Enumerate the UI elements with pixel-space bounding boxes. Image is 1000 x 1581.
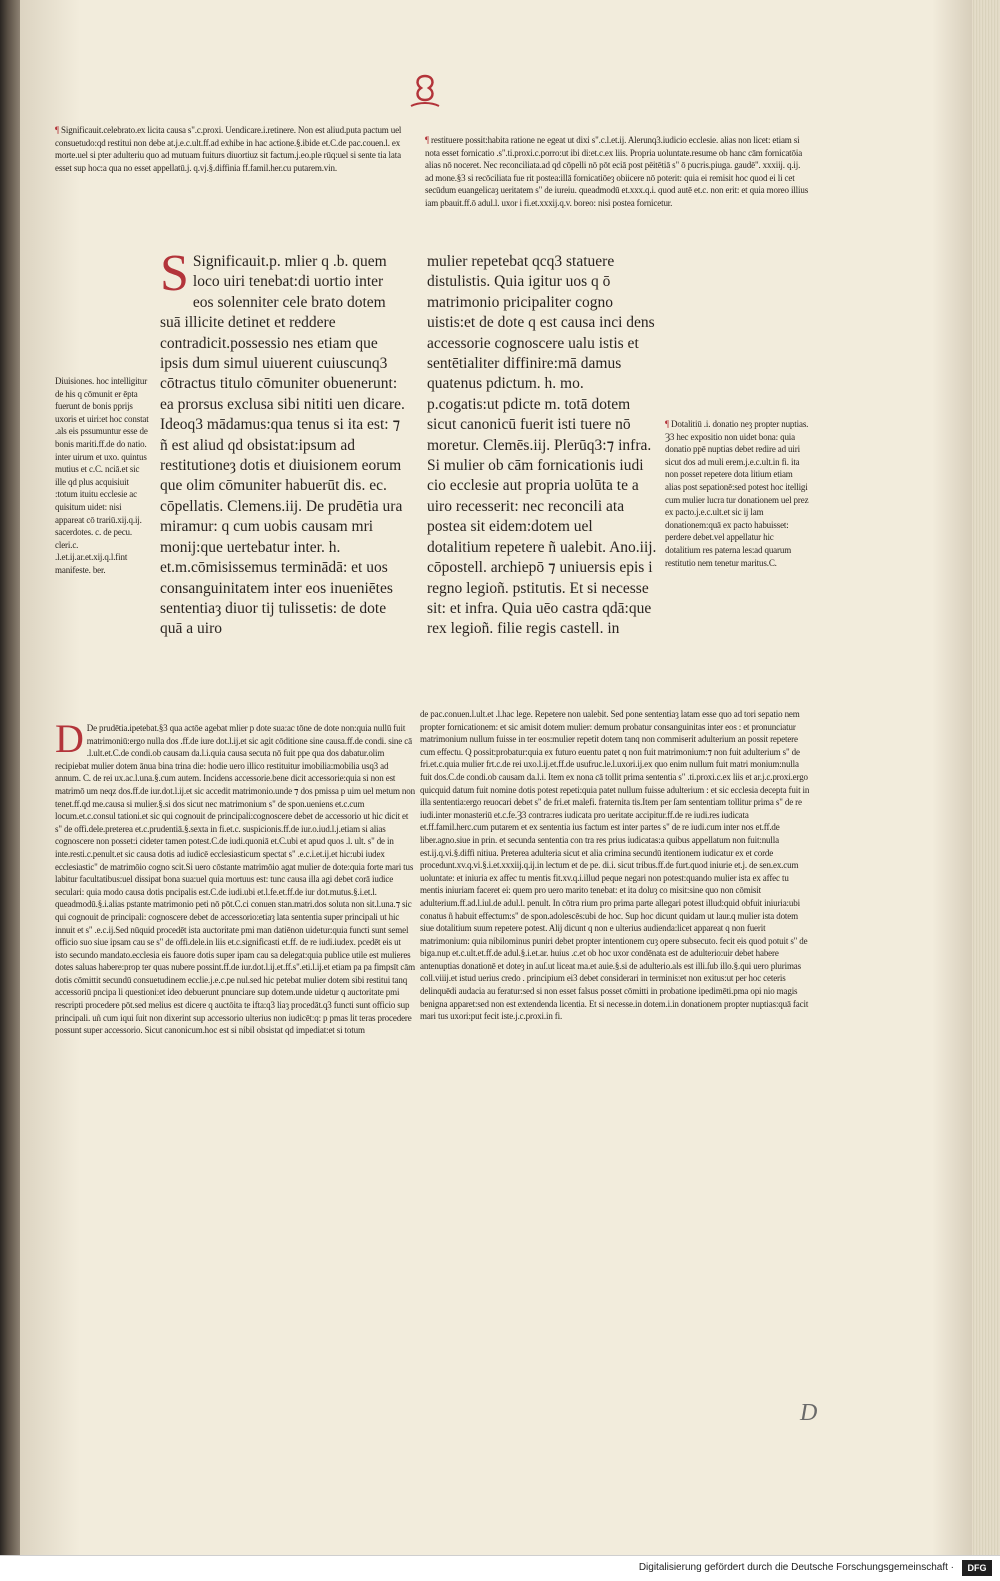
gloss-left-margin-text: Diuisiones. hoc intelligitur de his q cōmunit er ēpta fuerunt de bonis pprijs uxoris et uiri:et hoc constat .als eis pssumuntur esse de bonis mariti.ff.de do natio. inter uirum et uxo. quintus mutius et c.C. nciā.et sic ille qd plus acquisiuit :totum ituitu ecclesie ac quisitum uidet: nisi appareat cō trariū.xij.q.ij. sacerdotes. c. de pecu. cleri.c. .l.et.ij.ar.et.xij.q.l.fint manifeste. ber. [55, 376, 149, 575]
drop-cap-d: D [55, 722, 84, 761]
book-edge-right [972, 0, 1000, 1555]
gloss-left-margin [55, 375, 150, 725]
gloss-bottom-right-text: de pac.conuen.l.ult.et .l.hac lege. Repetere non ualebit. Sed pone sententiaȝ latam esse quo ad tori sepatio nem propter fornicationem: et sic amisit dotem mulier: demum probatur consanguinitas inter eos : et pronunciatur matrimonium nullum fuisse in ter eos:mulier repetit dotem tanq non commiserit adulterium an possit repetere cum effectu. Q possit:probatur:quia ex futuro euentu patet q non fuit matrimonium:⁊ non fuit adulterium s" de fri.et.c.quia mulier frt.c.de rei uxo.l.ij.et.ff.de usufruc.le.l.uxori.ij.ex quo enim nullum fuit matri monium:nulla fuit dos.C.de condi.ob causam da.l.i. Item ex nona cā tollit prima sententia s" .ti.proxi.c.ex liis et ar.j.c.proxi.ergo quicquid datum fuit nomine dotis potest repeti:quia patet nullum fuisse adulterium : et sic ecclesia decepta fuit in illa sententia:ergo reuocari debet s" de fri.et malefi. fraternita tis.Item per ſam sententiam tollitur prima s" de re iudi.inter monasteriū et.c.fe.Ȝ3 contra:res iudicata pro ueritate accipitur.ff.de re iudi.res iudicata et.ff.famil.herc.cum putarem et ex sententia ius factum est inter partes s" de re iudi.cum inter nos et.ff.de liber.agno.siue in prin. et secunda sententia con tra res prius iudicatas:a quibus appellatum non fuit:nulla est.ij.q.vi.§.diffi nitiua. Preterea adulteria sicut et alia crimina secundū itentionem iudicatur ex et corde procedunt.xv.q.vi.§.i.et.xxxiij.q.ij.in lectum et de pe. di.i. sicut tribus.ff.de furt.quod iniurie et.j. de sen.ex.cum uoluntate: et iniuria ex affec tu mentis fit.xv.q.i.illud peque negari non potest:quando mulier ista ex affec tu mentis iniuriam faceret ei: quem pro uero marito tenebat: et ita doluȝ co misit:sine quo non cōmisit adulterium.ff.ad.l.iul.de adul.l. penult. In cōtra rium pro prima parte allegari potest illud:quid obfuit iniuria:ubi conatus ñ habuit effectum:s" de spon.adolescēs:ubi de hoc. Sup hoc dicunt quidam ut laur.q mulier ista dotem siue dotalitium suum repetere potest. Alij dicunt q non e ulterius audienda:licet appareat q non fuerit matrimonium: quia nibilominus puniri debet propter intentionem cuȝ opere subsecuto. fecit eis quod potuit s" de biga.nup et.c.ult.et.ff.de adul.§.i.et.ar. huius .c.et ob hoc uxor condēnata est de adulterio:uir debet habere antenuptias donationē et doteȝ in auſ.ut liceat ma.et auie.§.si de adulterio.als est illi.ſub illo.§.qui uero plurimas coll.viiij.et istud uerius credo . principium ei3 debet considerari in terminis:et non exitus:ut per hoc ceteris delinquēdi audacia au feratur:sed si non esset falsus posset cōmitti in probatione ipedimēti.pma opi nio magis benigna apparet:sed non est extendenda licentia. Et si necesse.in dotem.i.in donationem propter nuptias:quā facit mari tus uxori:put fecit iste.j.c.proxi.in fi. [420, 709, 810, 1022]
drop-cap-s: S [160, 252, 189, 302]
main-col2-text: mulier repetebat qcq3 statuere distulistis. Quia igitur uos q ō matrimonio pricipaliter cogno uistis:et de dote q est causa inci dens accessorie cognoscere ualu istis et sentētialiter diffinire:mā damus quatenus pdictum. h. mo. p.cogatis:ut pdicte m. totā dotem sicut canonicū fuerit isti tuere nō moretur. Clemēs.iij. Plerūq3:⁊ infra. Si mulier ob cām fornicationis iudi cio ecclesie aut propria uolūta te a uiro recesserit: nec reconcili ata postea sit eidem:dotem uel dotalitium repetere ñ ualebit. Ano.iij. cōpostell. archiepō ⁊ uniuersis epis i regno legioñ. pstitutis. Et si necesse sit: et infra. Quia uēo castra qdā:que rex legioñ. filie regis castell. in [427, 253, 657, 638]
gloss-right-mid [665, 418, 810, 703]
signature-mark: D [800, 1400, 818, 1426]
dfg-logo: DFG [962, 1560, 992, 1576]
gloss-rubric-marker: ¶ [55, 125, 59, 135]
gloss-top-left-text: Significauit.celebrato.ex licita causa s".c.proxi. Uendicare.i.retinere. Non est aliud.puta pactum uel consuetudo:qd restitui non debe at.j.e.c.ult.ff.ad exhibe in hac actione.§.ibide et.C.de pac.couen.l. ex morte.uel si pter adulteriu quo ad mutuam fuiturs diuortiuz sit factum.j.eo.ple rūq:uel si sente tia lata esset sup hoc:a qua no esset appellatū.j. q.vj.§.diffinia ff.famil.her.cu putarem.vin. [55, 125, 402, 173]
gloss-bottom-left-text: De prudētia.ipetebat.§3 qua actōe agebat mlier p dote sua:ac tōne de dote non:quia nullū fuit matrimoniū:ergo nulla dos .ff.de iure dot.l.ij.et sic agit cōditione sine causa.ff.de condi. sine cā .l.ult.et.C.de condi.ob causam da.l.i.quia causa secuta nō fuit ppe qua dos dabatur.olim recipiebat mulier dotem ānua bina trina die: hodie uero illico restituitur imobilia:mobilia usq3 ad annum. C. de rei ux.ac.l.una.§.cum autem. Incidens accessorie.bene dicit accessorie:quia si non est matrimō um neqz dos.ff.de iur.dot.l.ij.et sic accedit matrimonio.unde ⁊ dos pmissa p uim uel metum non tenet.ff.qd me.causa si mulier.§.si dos sicut nec matrimonium s" de spon.ueniens et.c.cum locum.et.c.consul tationi.et sic qui cognouit de principali:cognoscere debet de accessorio ut hic dicit et s" de offi.dele.preterea et.c.prudentiā.§.sexta in fi.et.c. suspicionis.ff.de iur.o.iud.l.j.etiam si alias cognoscere non posset:i cideter tamen potest.C.de iudi.quoniā et.C.ubi et apud quos .l. ult. s" de in inte.resti.c.penult.et sic causa dotis ad iudicē ecclesiasticum spectat s" .e.c.i.et.ij.et hic:ubi iudex ecclesiastic" de matrimōio cogno scit.Si uero cōstante matrimōio agat mulier de dote:quia forte mari tus labitur facultatibus:uel dissipat bona sua:uel quia mortuus est: tunc causa illa agi debet corā iudice seculari: quia modo causa dotis pncipalis est.C.de iudi.ubi et.l.fe.et.ff.de iur dot.mutus.§.i.et.l. queadmodū.§.i.alias pstante matrimonio peti nō pōt.C.ci conuen stan.matri.dos soluta non sit.l.una.⁊ sic qui cognouit de principali: cognoscere debet de accessorio:etiaȝ lata sententia super principali ut hic innuit et s" .e.c.ij.Sed nūquid procedēt ista auctoritate pmi man datiēnon uidetur:quia functi sunt semel officio suo siue ipsam cau se s" de offi.dele.in liis et.c.significasti et.ff. de re iudi.iudex. pcedēt eis ut isto secundo mandato.ecclesia eis fauore dotis super ipam cau sa delegat:quia publice utile est mulieres dotes saluas habere:prop ter quas nubere possint.ff.de iur.dot.l.ij.et.ff.s".eti.l.ij.et etiam pa pa fimpsīt cām dotis cōmittit secundū consuetudinem ecclie.j.e.c.pe nul.sed hic petebat mulier dotem sibi restitui tanq accessoriū pncipa li questioni:et ideo debuerunt pnunciare sup dotem.unde uidetur q auctoritate pmi rescripti procedere pōt.sed melius est dicere q auctōita te ifta:q3 liaȝ procedāt.q3 functi sunt officio sup principali. uñ cum iqui ſuit non dixerint sup accessorio ulterius non iudicēt:q: p pmas lit teras procedere possunt super accessorio. Sicut canonicum.hoc est si nibil obsistat qd impediat:et si totum [55, 723, 415, 1036]
footer-credit: Digitalisierung gefördert durch die Deutsche Forschungsgemeinschaft · [638, 1562, 954, 1573]
gloss-bottom-left [55, 722, 415, 1287]
main-col1-text: Significauit.p. mlier q .b. quem loco uiri tenebat:di uortio inter eos solenniter cele brato dotem suā illicite detinet et reddere contradicit.possessio nes etiam que ipsis dum simul uiuerent cuiuscunq3 cōtractus titulo cōmuniter obuenerunt: ea prorsus exclusa sibi nititi uen dicare. Ideoq3 mādamus:qua tenus si ita est: ⁊ ñ est aliud qd obsistat:ipsum ad restitutioneȝ dotis et diuisionem eorum que olim cōmuniter habuerūt dis. ec. cōpellatis. Clemens.iij. De prudētia ura miramur: q cum uobis causam mri monij:que uertebatur inter. h. et.m.cōmisissemus terminādā: et uos consanguinitatem inter eos inueniētes sententiaȝ diuor tij tulissetis: de dote quā a uiro [160, 253, 405, 638]
gloss-bottom-right [420, 708, 812, 1288]
gloss-top-right-text: restituere possit:habita ratione ne egeat ut dixi s".c.l.et.ij. Alerunq3.iudicio ecclesie. alias non licet: etiam si nota esset fornicatio .s".ti.proxi.c.porro:ut ibi di:et.c.ex liis. Propria uoluntate.resume ob hanc cām fornicatōia alias nō noceret. Nec reconciliata.ad qd cōpelli nō pōt eciā post pēitētiā s" ō pucris.piuga. gaudē". xxxiij. q.ij. ad mone.§3 si recōciliata fue rit postea:illā fornicatiōeȝ obiicere nō poterit: quia ei remisit hoc quod ei li cet secūdum euangelicaȝ ueritatem s" de iureiu. queadmodū et.xxx.q.i. quod autē et.c. non erit: et quia moreo illius iam pbauit.ff.ō adul.l. uxor i fi.et.xxxij.q.v. boreo: nisi postea fornicetur. [425, 135, 809, 208]
gloss-rubric-marker: ¶ [665, 419, 669, 429]
folio-mark-icon [405, 72, 445, 112]
main-text-column-1 [160, 252, 405, 664]
footer-bar [0, 1555, 1000, 1581]
book-edge-left [0, 0, 20, 1555]
main-text-column-2 [427, 252, 657, 667]
gloss-rubric-marker: ¶ [425, 135, 429, 145]
gloss-right-mid-text: Dotalitiū .i. donatio neȝ propter nuptias. Ȝ3 hec expositio non uidet bona: quia donatio ppē nuptias debet redire ad uiri sicut dos ad muli erem.j.e.c.ult.in fi. ita non posset repetere dota litium etiam alias post sepationē:sed potest hoc itelligi cum mulier lucra tur donationem uel prez ex pacto.j.e.c.ult.et sic ij lam donationem:quā ex pacto habuisset: perdere debet.vel appellatur hic dotalitium res paterna les:ad quarum restitutio nem tenetur maritus.C. [665, 419, 809, 568]
